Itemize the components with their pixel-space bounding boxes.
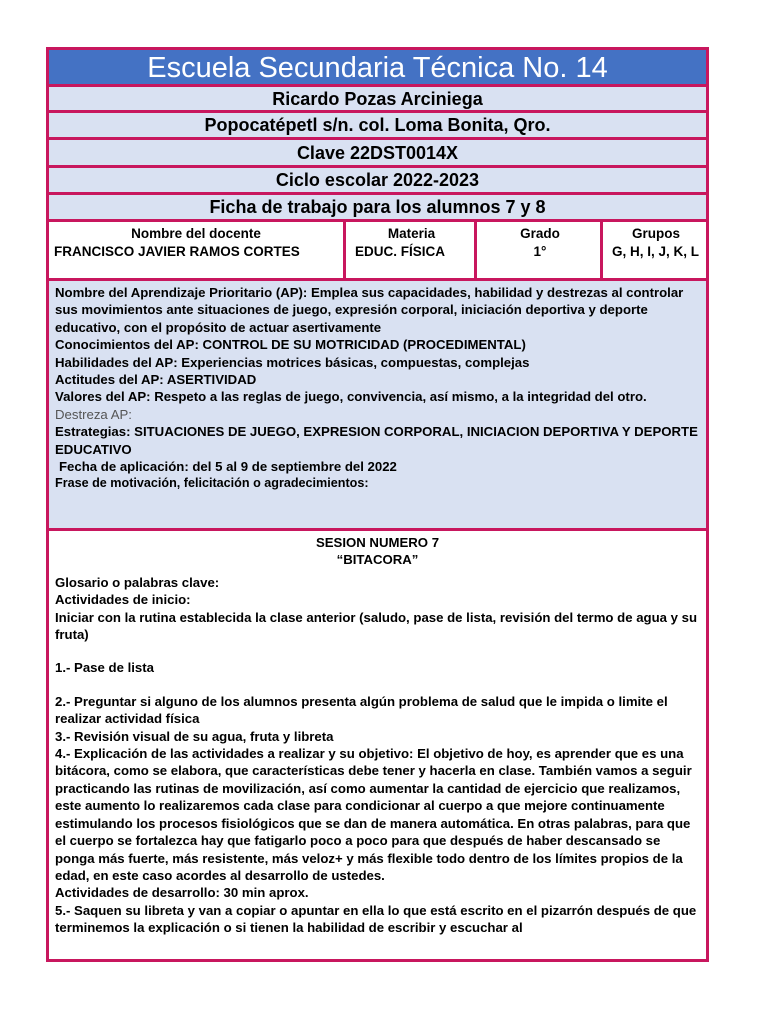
worksheet-frame	[46, 47, 709, 962]
materia-value: EDUC. FÍSICA	[355, 244, 446, 259]
session-step-1: 1.- Pase de lista	[55, 660, 154, 676]
session-desarrollo: Actividades de desarrollo: 30 min aprox.	[55, 885, 309, 901]
session-step-3: 3.- Revisión visual de su agua, fruta y libreta	[55, 728, 334, 744]
session-step-2: 2.- Preguntar si alguno de los alumnos presenta algún problema de salud que le impida o limite el realizar actividad física	[55, 693, 668, 727]
school-address: Popocatépetl s/n. col. Loma Bonita, Qro.	[49, 113, 706, 140]
session-section	[49, 531, 706, 959]
grupos-value: G, H, I, J, K, L	[612, 244, 700, 259]
docente-value: FRANCISCO JAVIER RAMOS CORTES	[54, 244, 300, 259]
ap-conocimientos: Conocimientos del AP: CONTROL DE SU MOTRICIDAD (PROCEDIMENTAL)	[55, 337, 526, 353]
ap-fecha: Fecha de aplicación: del 5 al 9 de septiembre del 2022	[59, 459, 397, 475]
session-rutina: Iniciar con la rutina establecida la clase anterior (saludo, pase de lista, revisión del termo de agua y su fruta)	[55, 609, 698, 643]
session-inicio: Actividades de inicio:	[55, 592, 191, 608]
docente-label: Nombre del docente	[131, 226, 261, 241]
session-step-5: 5.- Saquen su libreta y van a copiar o apuntar en ella lo que está escrito en el pizarrón después de que terminemos la explicación o si tienen la habilidad de escribir y escuchar al	[55, 902, 697, 936]
session-step-4: 4.- Explicación de las actividades a realizar y su objetivo: El objetivo de hoy, es aprender que es una bitácora, como se elabora, que características debe tener y hacerla en clase. También vamos a seguir practicando las rutinas de movilización, así como aumentar la cantidad de ejercicio que realizamos, este aumento lo realizaremos cada clase para condicionar al cuerpo a que mejore continuamente estimulando los procesos fisiológicos que se dan de manera automática. En otras palabras, para que el cuerpo se fortalezca hay que fatigarlo poco a poco para que después de haber descansado se ponga más fuerte, más resistente, más veloz+ y más flexible todo dentro de los límites propios de la edad, en este caso acordes al desarrollo de ustedes.	[55, 746, 692, 883]
school-clave: Clave 22DST0014X	[49, 140, 706, 168]
ap-valores: Valores del AP: Respeto a las reglas de juego, convivencia, así mismo, a la integridad del otro.	[55, 389, 647, 405]
ap-habilidades: Habilidades del AP: Experiencias motrices básicas, compuestas, complejas	[55, 354, 530, 370]
grado-value: 1°	[533, 244, 547, 259]
school-name: Ricardo Pozas Arciniega	[49, 87, 706, 113]
school-title: Escuela Secundaria Técnica No. 14	[49, 50, 706, 87]
session-glosario: Glosario o palabras clave:	[55, 574, 220, 590]
ap-section	[49, 281, 706, 531]
grupos-label: Grupos	[631, 226, 680, 241]
materia-cell	[349, 222, 477, 278]
worksheet-title: Ficha de trabajo para los alumnos 7 y 8	[49, 195, 706, 222]
grupos-cell	[606, 222, 706, 278]
session-name: “BITACORA”	[336, 552, 419, 568]
ap-nombre: Nombre del Aprendizaje Prioritario (AP): Emplea sus capacidades, habilidad y destrezas al controlar sus movimientos ante situaciones de juego, expresión corporal, iniciación deportiva y deporte educativo, con el propósito de actuar asertivamente	[55, 285, 684, 335]
school-cycle: Ciclo escolar 2022-2023	[49, 168, 706, 195]
info-table	[49, 222, 706, 281]
grado-label: Grado	[520, 226, 560, 241]
ap-actitudes: Actitudes del AP: ASERTIVIDAD	[55, 372, 257, 388]
grado-cell	[480, 222, 603, 278]
docente-cell	[49, 222, 346, 278]
materia-label: Materia	[387, 226, 436, 241]
ap-frase: Frase de motivación, felicitación o agradecimientos:	[55, 476, 369, 491]
ap-destreza: Destreza AP:	[55, 406, 132, 422]
session-number: SESION NUMERO 7	[315, 535, 440, 550]
ap-estrategias: Estrategias: SITUACIONES DE JUEGO, EXPRESION CORPORAL, INICIACION DEPORTIVA Y DEPORTE EDUCATIVO	[55, 424, 698, 457]
